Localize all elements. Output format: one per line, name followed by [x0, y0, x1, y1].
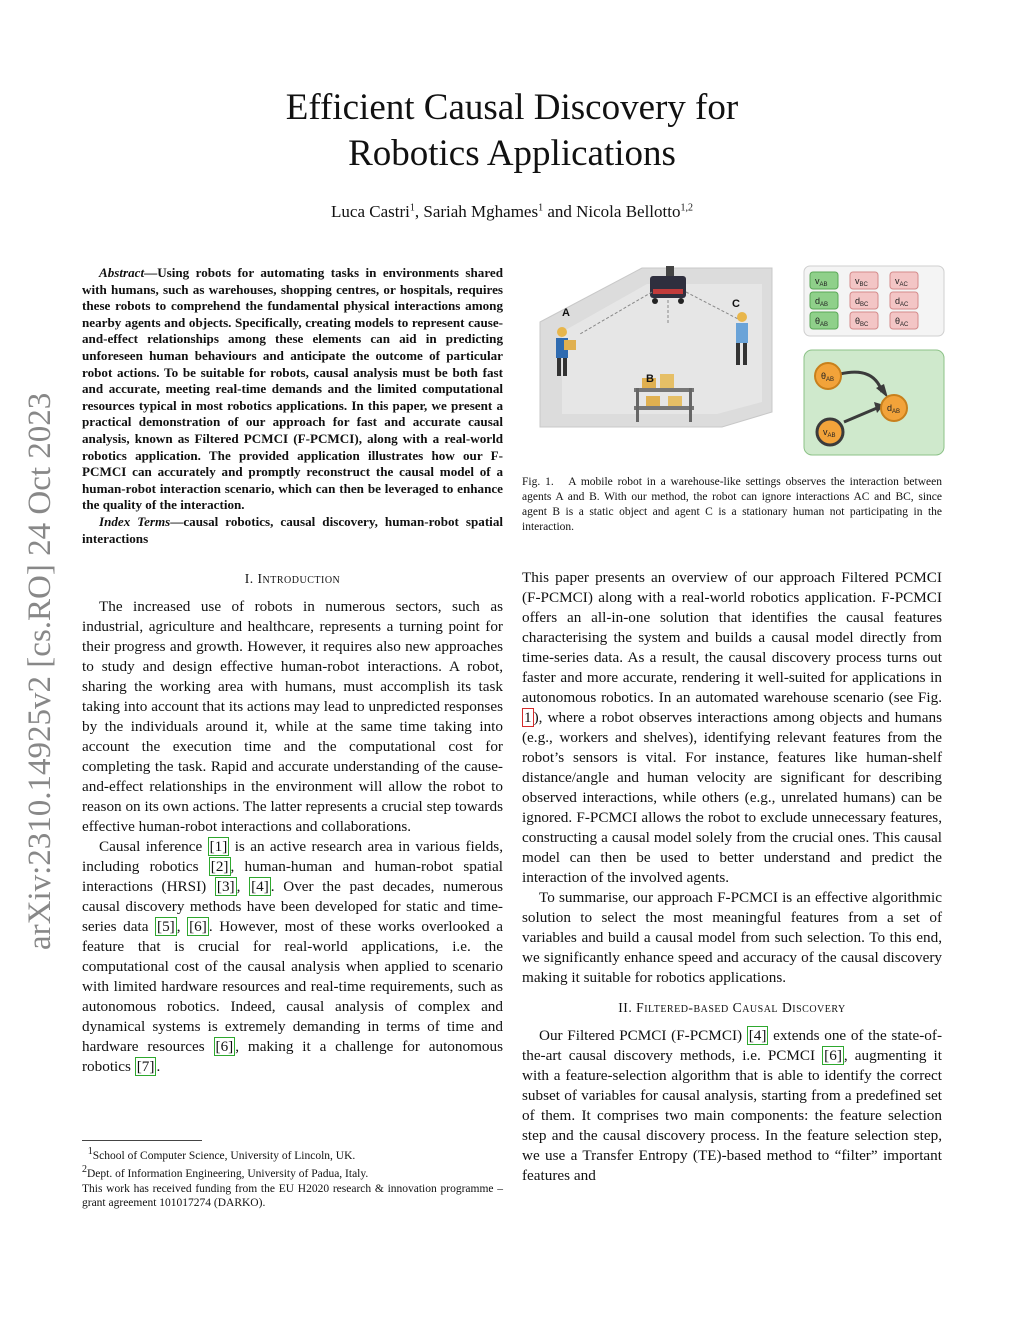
right-column [522, 568, 942, 1186]
feature-tab-label: $\theta_{AB}$ [815, 316, 829, 328]
author-2-affil: 1 [538, 202, 544, 214]
footnote-3: This work has received funding from the EU H2020 research & innovation programme – grant agreement 101017274 (DARKO). [82, 1182, 503, 1210]
author-1-affil: 1 [409, 202, 415, 214]
title-line-2: Robotics Applications [348, 133, 676, 174]
text-span: This paper presents an overview of our approach Filtered PCMCI (F-PCMCI) along with a real-world robotics application. F-PCMCI offers an all-in-one solution that identifies the causal features characterising the system and builds a causal model directly from time-series data. As a result, the causal discovery process turns out faster and more accurate, rendering it well-suited for applications in autonomous robotics. In an automated warehouse scenario (see Fig. [522, 569, 942, 706]
text-span: , making it a challenge for autonomous robotics [82, 1038, 503, 1076]
agent-a-label: A [562, 307, 570, 319]
author-separator: , [414, 202, 424, 221]
text-span: ), where a robot observes interactions among objects and humans (e.g., workers and shelves), identifying relevant features from the robot’s sensors is vital. For instance, features like human-shelf distance/angle and human velocity are significant for describing observed interactions, while others (e.g., unrelated humans) can be ignored. F-PCMCI allows the robot to exclude unnecessary features, constructing a causal model solely from the crucial ones. This causal model can then be used to better understand and predict the interaction of the involved agents. [522, 709, 942, 886]
citation-link[interactable]: [6] [215, 1038, 234, 1056]
citation-link[interactable]: [4] [748, 1027, 767, 1044]
feature-tbc-label: $\theta_{BC}$ [855, 316, 869, 328]
footnote-text: Dept. of Information Engineering, University of Padua, Italy. [87, 1168, 369, 1181]
footnote-rule [82, 1140, 202, 1141]
author-separator: and [543, 202, 577, 221]
feature-vab-label: $v_{AB}$ [815, 276, 828, 288]
causal-node-d [881, 395, 907, 421]
author-1: Luca Castri [331, 202, 410, 221]
node-theta-label: $\theta_{AB}$ [821, 371, 835, 383]
paper-title [180, 85, 844, 177]
causal-node-v [817, 419, 843, 445]
intro-paragraph-1: The increased use of robots in numerous sectors, such as industrial, agriculture and healthcare, represents a turning point for their progress and growth. However, it requires also new approaches to study and design effective human-robot interactions. A robot, sharing the working area with humans, must accomplish its task taking into account that its actions may lead to unpredicted responses by the individuals around it, while at the same time taking into account the execution time and the computational cost for completing the task. Rapid and accurate understanding of the cause-and-effect relationships in the environment will allow the robot to reason on its own actions. The latter represents a crucial step towards effective human-robot interactions and collaborations. [82, 598, 503, 836]
citation-link[interactable]: [6] [189, 918, 207, 936]
intro-paragraph-2 [82, 837, 503, 1077]
index-terms-text: —causal robotics, causal discovery, human-robot spatial interactions [82, 513, 503, 546]
left-column [82, 265, 503, 1077]
right-paragraph-2: To summarise, our approach F-PCMCI is an effective algorithmic solution to select the most meaningful features from a set of variables and build a causal model from such selection. To this end, we significantly enhance speed and accuracy of the causal discovery making it suitable for robotics applications. [522, 889, 942, 986]
right-paragraph-1 [522, 568, 942, 888]
citation-link[interactable]: [5] [157, 918, 175, 936]
section-heading-introduction: I. Introduction [244, 571, 341, 587]
figure-reference-link[interactable]: 1 [524, 709, 532, 726]
figure-1 [522, 262, 950, 467]
author-list [180, 202, 844, 222]
index-terms [82, 514, 503, 547]
text-span: is an active research area in various fields, including robotics [82, 838, 503, 876]
arxiv-stamp [6, 250, 66, 950]
footnote-marker: 2 [82, 1164, 87, 1176]
footnote-2 [82, 1163, 503, 1181]
footnote-1 [82, 1145, 503, 1163]
caption-label: Fig. 1. [522, 476, 554, 488]
text-span: , augmenting it with a feature-selection algorithm that is able to identify the correct subset of variables for causal analysis, starting from a predefined set of them. It comprises two main components: the feature selection step and the causal discovery process. In the feature selection step, we use a Transfer Entropy (TE)-based method to “filter” important features and [522, 1047, 942, 1184]
text-span: . [156, 1058, 161, 1076]
citation-link[interactable]: [3] [216, 878, 235, 896]
right-paragraph-3 [522, 1026, 942, 1186]
footnotes [82, 1140, 503, 1211]
text-span: . Over the past decades, numerous causal discovery methods have been developed for static and time-series data [82, 878, 503, 936]
footnote-text: School of Computer Science, University of Lincoln, UK. [92, 1149, 356, 1162]
footnote-marker: 1 [87, 1146, 93, 1157]
author-3: Nicola Bellotto [576, 202, 681, 221]
feature-vac-label: $v_{AC}$ [895, 276, 908, 288]
index-terms-heading: Index Terms [99, 513, 171, 529]
node-v-label: $v_{AB}$ [823, 427, 836, 439]
abstract-text: —Using robots for automating tasks in environments shared with humans, such as warehouses, shopping centres, or hospitals, requires these robots to comprehend the fundamental physical interactions among nearby agents and objects. Specifically, creating models to represent cause-and-effect relationships among these elements can aid in predicting unforeseen human behaviours and anticipate the outcome of particular robot actions. To be suitable for robots, causal analysis must be both fast and accurate, meeting real-time demands and the limited computational resources typical in most robotics applications. In this paper, we present a practical demonstration of our approach for fast and accurate causal analysis, known as Filtered PCMCI (F-PCMCI), along with a real-world robotics application. The provided application illustrates how our F-PCMCI can accurately and promptly reconstruct the causal model of a human-robot interaction scenario, which can then be leveraged to enhance the quality of the interaction. [82, 265, 503, 513]
citation-link[interactable]: [4] [251, 878, 269, 896]
text-span: , [236, 878, 250, 896]
figure-1-caption [522, 475, 942, 535]
agent-b-label: B [646, 373, 654, 385]
text-span: Our Filtered PCMCI (F-PCMCI) [539, 1027, 747, 1044]
text-span: , human-human and human-robot spatial interactions (HRSI) [82, 858, 503, 896]
citation-link[interactable]: [7] [136, 1058, 155, 1076]
text-span: extends one of the state-of-the-art causal discovery methods, i.e. PCMCI [522, 1027, 943, 1064]
caption-text: A mobile robot in a warehouse-like settings observes the interaction between agents A and B. With our method, the robot can ignore interactions AC and BC, since agent B is a static object and agent C is a stationary human not participating in the interaction. [522, 476, 942, 533]
feature-dac-label: $d_{AC}$ [895, 296, 909, 308]
abstract [82, 265, 503, 514]
abstract-heading: Abstract [99, 265, 145, 280]
feature-tac-label: $\theta_{AC}$ [895, 316, 909, 328]
text-span: Causal inference [99, 838, 208, 856]
text-span: . However, most of these works overlooked a feature that is crucial for real-world applications, i.e. the computational cost of the causal analysis when applied to scenario with limited hardware resources and real-time requirements, such as autonomous robotics. Indeed, causal analysis of complex and dynamical systems is extremely demanding in terms of time and hardware resources [82, 918, 504, 1056]
citation-link[interactable]: [6] [824, 1047, 842, 1064]
title-line-1: Efficient Causal Discovery for [285, 87, 739, 128]
arxiv-id: arXiv:2310.14925v2 [cs.RO] 24 Oct 2023 [22, 392, 58, 950]
author-2: Sariah Mghames [423, 202, 539, 221]
node-d-label: $d_{AB}$ [887, 403, 901, 415]
author-3-affil: 1,2 [680, 202, 693, 214]
citation-link[interactable]: [1] [209, 838, 228, 856]
feature-dab-label: $d_{AB}$ [815, 296, 829, 308]
figure-1-illustration [522, 262, 950, 467]
citation-link[interactable]: [2] [210, 858, 229, 876]
text-span: , [176, 918, 188, 936]
agent-c-label: C [732, 298, 740, 310]
feature-vbc-label: $v_{BC}$ [855, 276, 868, 288]
causal-node-theta [815, 363, 841, 389]
section-heading-filtered-causal-discovery: II. Filtered-based Causal Discovery [618, 1000, 846, 1015]
feature-dbc-label: $d_{BC}$ [855, 296, 869, 308]
